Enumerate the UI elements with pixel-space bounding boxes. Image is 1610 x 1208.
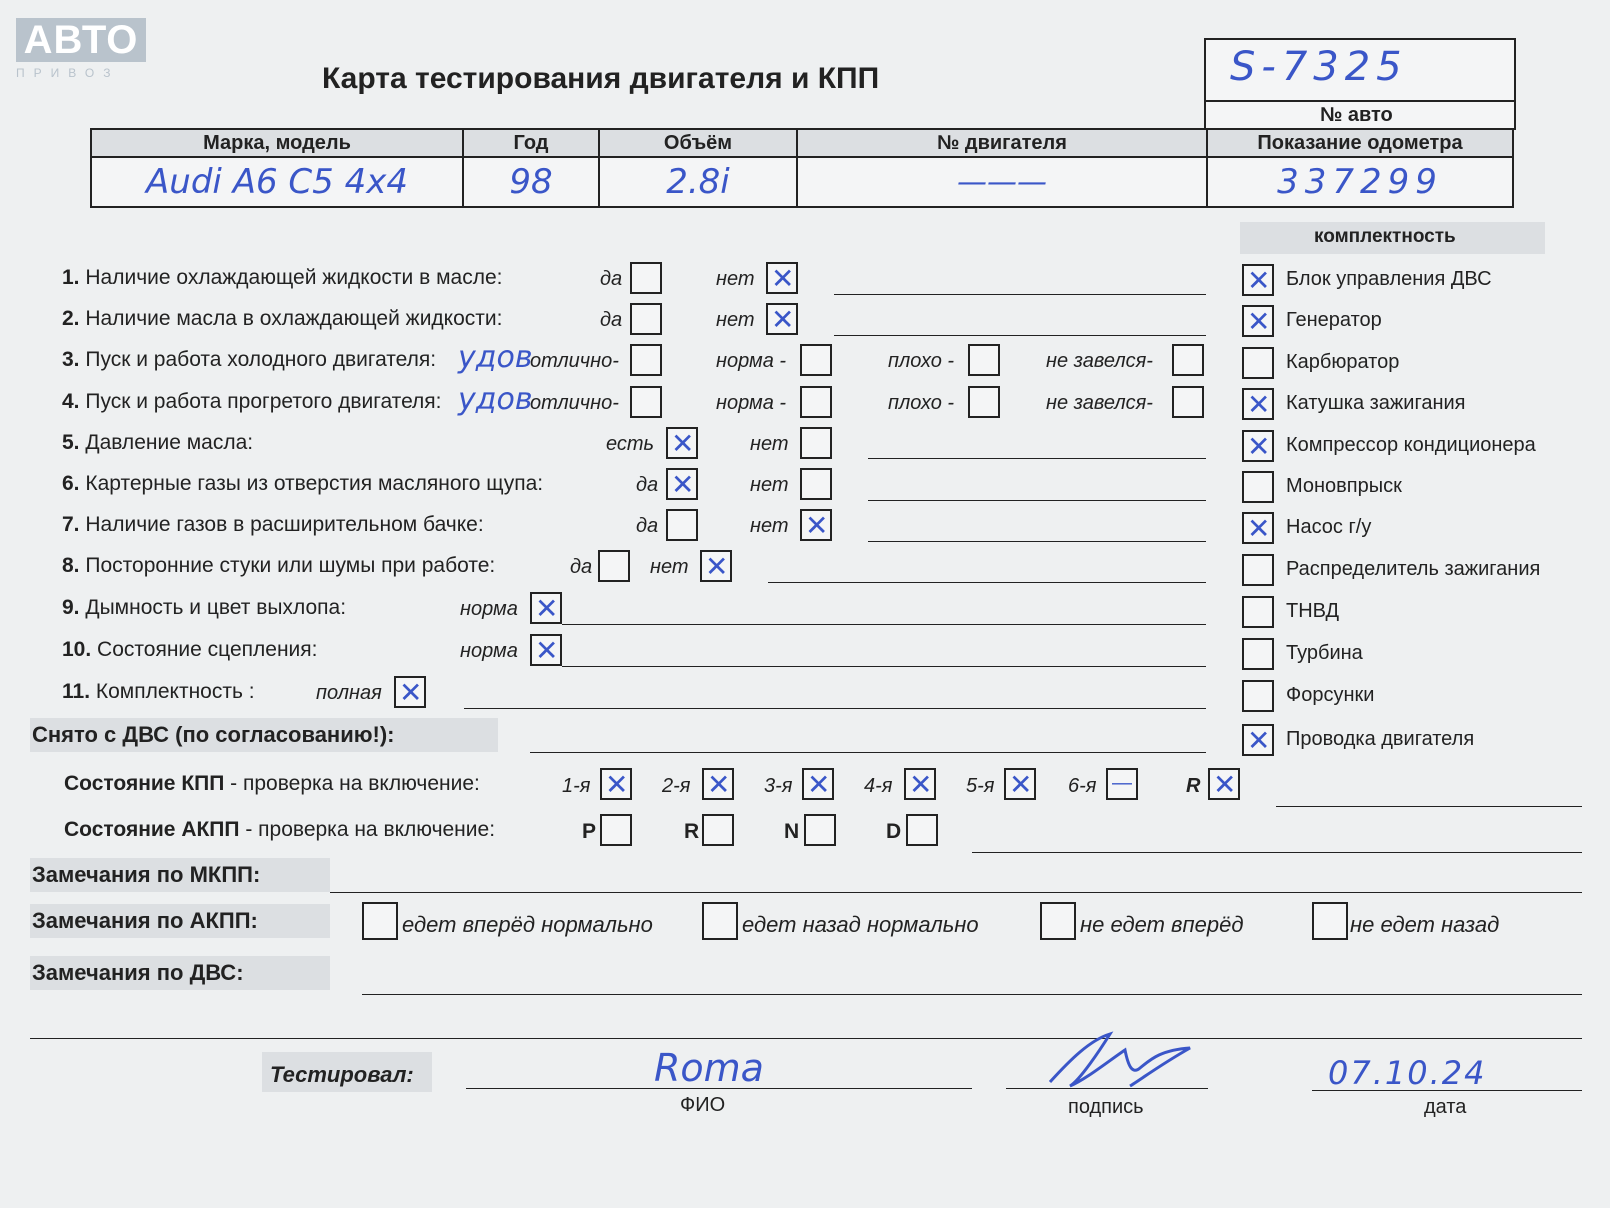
q3-normal-checkbox[interactable] — [800, 344, 832, 376]
q3-bad-checkbox[interactable] — [968, 344, 1000, 376]
q1-yes-checkbox[interactable] — [630, 262, 662, 294]
car-number-value: S-7325 — [1230, 44, 1408, 90]
logo: АВТО — [16, 18, 146, 62]
header-make-model: Марка, модель — [91, 129, 463, 157]
mode-p-checkbox[interactable] — [600, 814, 632, 846]
akpp-no-back-label: не едет назад — [1350, 912, 1500, 937]
dvs-remarks-label: Замечания по ДВС: — [32, 960, 244, 985]
q10-line — [562, 666, 1206, 667]
tested-label: Тестировал: — [270, 1062, 414, 1087]
complete-item-label: Форсунки — [1286, 684, 1375, 706]
q11-line — [464, 708, 1206, 709]
q1-opt-no-label: нет — [716, 268, 755, 290]
mode-d-checkbox[interactable] — [906, 814, 938, 846]
q1-opt-yes-label: да — [600, 268, 623, 290]
q4-opt-excellent-label: отлично- — [530, 392, 619, 414]
q9-opt-normal-label: норма — [460, 598, 518, 620]
removed-label: Снято с ДВС (по согласованию!): — [32, 722, 395, 747]
test-date: 07.10.24 — [1328, 1054, 1487, 1092]
value-odometer: 337299 — [1207, 157, 1513, 207]
gear-2-label: 2-я — [662, 775, 691, 797]
complete-item-checkbox[interactable] — [1242, 596, 1274, 628]
q6-line — [868, 500, 1206, 501]
q8-opt-no-label: нет — [650, 556, 689, 578]
complete-item-checkbox[interactable] — [1242, 638, 1274, 670]
complete-item-label: Генератор — [1286, 309, 1382, 331]
value-make-model: Audi A6 C5 4x4 — [91, 157, 463, 207]
q4-nostart-checkbox[interactable] — [1172, 386, 1204, 418]
q4-normal-checkbox[interactable] — [800, 386, 832, 418]
q11-full-checkbox[interactable] — [394, 676, 426, 708]
q3-opt-normal-label: норма - — [716, 350, 787, 372]
gear-r-label: R — [1186, 775, 1201, 797]
complete-item-checkbox[interactable] — [1242, 347, 1274, 379]
vehicle-table — [90, 128, 1514, 208]
complete-item-checkbox[interactable] — [1242, 430, 1274, 462]
q2-opt-yes-label: да — [600, 309, 623, 331]
kpp-label: Состояние КПП - проверка на включение: — [64, 772, 480, 795]
question-8: 8. Посторонние стуки или шумы при работе: — [62, 554, 496, 577]
mkpp-line — [330, 892, 1582, 893]
logo-subtitle: ПРИВОЗ — [16, 66, 120, 80]
complete-item-checkbox[interactable] — [1242, 680, 1274, 712]
signature-line — [1006, 1088, 1208, 1089]
question-7: 7. Наличие газов в расширительном бачке: — [62, 513, 484, 536]
value-engine-no: ——— — [797, 157, 1207, 207]
kpp-line — [1276, 806, 1582, 807]
akpp-line — [972, 852, 1582, 853]
akpp-back-ok-label: едет назад нормально — [742, 912, 979, 937]
q10-normal-checkbox[interactable] — [530, 634, 562, 666]
q8-no-checkbox[interactable] — [700, 550, 732, 582]
q5-opt-no-label: нет — [750, 433, 789, 455]
q4-opt-bad-label: плохо - — [888, 392, 955, 414]
q4-excellent-checkbox[interactable] — [630, 386, 662, 418]
complete-item-checkbox[interactable] — [1242, 512, 1274, 544]
q7-line — [868, 541, 1206, 542]
question-1: 1. Наличие охлаждающей жидкости в масле: — [62, 266, 503, 289]
question-9: 9. Дымность и цвет выхлопа: — [62, 596, 347, 619]
akpp-remarks-label: Замечания по АКПП: — [32, 908, 258, 933]
tester-name: Roma — [654, 1046, 764, 1090]
akpp-no-back-checkbox[interactable] — [1312, 902, 1348, 940]
q10-opt-normal-label: норма — [460, 640, 518, 662]
complete-item-label: Компрессор кондиционера — [1286, 434, 1536, 456]
header-odometer: Показание одометра — [1207, 129, 1513, 157]
q2-line — [834, 335, 1206, 336]
question-10: 10. Состояние сцепления: — [62, 638, 318, 661]
q1-line — [834, 294, 1206, 295]
gear-3-checkbox[interactable] — [802, 768, 834, 800]
q2-no-checkbox[interactable] — [766, 303, 798, 335]
akpp-forward-ok-checkbox[interactable] — [362, 902, 398, 940]
q7-opt-no-label: нет — [750, 515, 789, 537]
complete-item-checkbox[interactable] — [1242, 264, 1274, 296]
q6-opt-no-label: нет — [750, 474, 789, 496]
q1-no-checkbox[interactable] — [766, 262, 798, 294]
complete-heading: комплектность — [1314, 226, 1456, 247]
q7-yes-checkbox[interactable] — [666, 509, 698, 541]
signature-label: подпись — [1068, 1096, 1144, 1118]
fio-label: ФИО — [680, 1094, 726, 1116]
gear-6-label: 6-я — [1068, 775, 1097, 797]
q2-opt-no-label: нет — [716, 309, 755, 331]
complete-item-label: Проводка двигателя — [1286, 728, 1475, 750]
q6-opt-yes-label: да — [636, 474, 659, 496]
page-title: Карта тестирования двигателя и КПП — [322, 62, 880, 95]
gear-5-checkbox[interactable] — [1004, 768, 1036, 800]
header-engine-no: № двигателя — [797, 129, 1207, 157]
gear-1-label: 1-я — [562, 775, 591, 797]
q4-note: удов — [458, 382, 533, 417]
mode-n-label: N — [784, 820, 800, 843]
mode-r-checkbox[interactable] — [702, 814, 734, 846]
q5-line — [868, 458, 1206, 459]
mkpp-remarks-label: Замечания по МКПП: — [32, 862, 261, 887]
car-number-divider — [1204, 100, 1516, 102]
question-11: 11. Комплектность : — [62, 680, 255, 703]
akpp-no-forward-checkbox[interactable] — [1040, 902, 1076, 940]
date-label: дата — [1424, 1096, 1467, 1118]
gear-4-checkbox[interactable] — [904, 768, 936, 800]
complete-item-checkbox[interactable] — [1242, 305, 1274, 337]
complete-item-label: Распределитель зажигания — [1286, 558, 1541, 580]
q7-opt-yes-label: да — [636, 515, 659, 537]
question-5: 5. Давление масла: — [62, 431, 254, 454]
q3-excellent-checkbox[interactable] — [630, 344, 662, 376]
akpp-back-ok-checkbox[interactable] — [702, 902, 738, 940]
q3-opt-nostart-label: не завелся- — [1046, 350, 1153, 372]
q4-opt-normal-label: норма - — [716, 392, 787, 414]
mode-p-label: P — [582, 820, 597, 843]
complete-item-label: Блок управления ДВС — [1286, 268, 1492, 290]
car-number-label: № авто — [1320, 104, 1393, 126]
value-volume: 2.8i — [599, 157, 797, 207]
complete-item-label: Насос г/у — [1286, 516, 1372, 538]
complete-item-label: ТНВД — [1286, 600, 1340, 622]
q3-note: удов — [458, 340, 533, 375]
gear-r-checkbox[interactable] — [1208, 768, 1240, 800]
date-line — [1312, 1090, 1582, 1091]
q2-yes-checkbox[interactable] — [630, 303, 662, 335]
q3-nostart-checkbox[interactable] — [1172, 344, 1204, 376]
q5-yes-checkbox[interactable] — [666, 427, 698, 459]
q7-no-checkbox[interactable] — [800, 509, 832, 541]
q3-opt-excellent-label: отлично- — [530, 350, 619, 372]
q3-opt-bad-label: плохо - — [888, 350, 955, 372]
mode-r-label: R — [684, 820, 700, 843]
complete-item-label: Карбюратор — [1286, 351, 1400, 373]
dvs-line-1 — [362, 994, 1582, 995]
q5-no-checkbox[interactable] — [800, 427, 832, 459]
gear-2-checkbox[interactable] — [702, 768, 734, 800]
mode-d-label: D — [886, 820, 902, 843]
complete-item-label: Катушка зажигания — [1286, 392, 1466, 414]
akpp-label: Состояние АКПП - проверка на включение: — [64, 818, 496, 841]
q6-yes-checkbox[interactable] — [666, 468, 698, 500]
q8-opt-yes-label: да — [570, 556, 593, 578]
q8-line — [768, 582, 1206, 583]
complete-item-label: Турбина — [1286, 642, 1363, 664]
complete-item-checkbox[interactable] — [1242, 724, 1274, 756]
gear-5-label: 5-я — [966, 775, 995, 797]
gear-4-label: 4-я — [864, 775, 893, 797]
q4-bad-checkbox[interactable] — [968, 386, 1000, 418]
header-year: Год — [463, 129, 599, 157]
mode-n-checkbox[interactable] — [804, 814, 836, 846]
complete-item-checkbox[interactable] — [1242, 471, 1274, 503]
fio-line — [466, 1088, 972, 1089]
question-6: 6. Картерные газы из отверстия масляного щупа: — [62, 472, 544, 495]
question-3: 3. Пуск и работа холодного двигателя: — [62, 348, 437, 371]
gear-1-checkbox[interactable] — [600, 768, 632, 800]
q6-no-checkbox[interactable] — [800, 468, 832, 500]
removed-line — [530, 752, 1206, 753]
complete-item-checkbox[interactable] — [1242, 554, 1274, 586]
akpp-forward-ok-label: едет вперёд нормально — [402, 912, 653, 937]
q9-line — [562, 624, 1206, 625]
q5-opt-yes-label: есть — [606, 433, 655, 455]
gear-3-label: 3-я — [764, 775, 793, 797]
complete-item-checkbox[interactable] — [1242, 388, 1274, 420]
header-volume: Объём — [599, 129, 797, 157]
question-2: 2. Наличие масла в охлаждающей жидкости: — [62, 307, 503, 330]
q9-normal-checkbox[interactable] — [530, 592, 562, 624]
q11-opt-full-label: полная — [316, 682, 382, 704]
akpp-no-forward-label: не едет вперёд — [1080, 912, 1244, 937]
dvs-line-2 — [30, 1038, 1582, 1039]
value-year: 98 — [463, 157, 599, 207]
gear-6-checkbox[interactable] — [1106, 768, 1138, 800]
q8-yes-checkbox[interactable] — [598, 550, 630, 582]
question-4: 4. Пуск и работа прогретого двигателя: — [62, 390, 442, 413]
complete-item-label: Моновпрыск — [1286, 475, 1402, 497]
q4-opt-nostart-label: не завелся- — [1046, 392, 1153, 414]
